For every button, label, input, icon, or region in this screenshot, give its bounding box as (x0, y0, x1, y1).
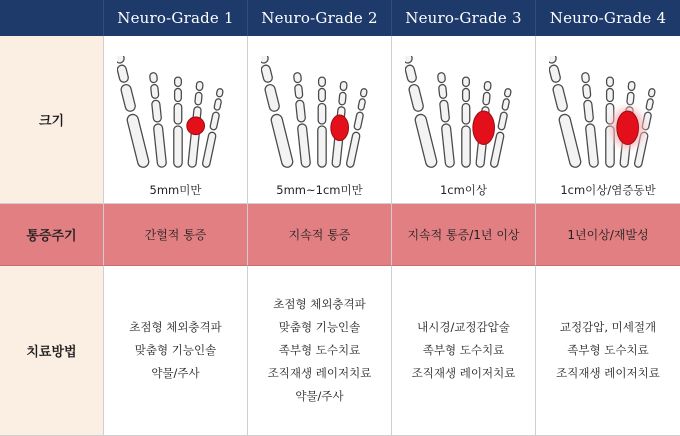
treatment-item: 내시경/교정감압술 (417, 320, 510, 334)
treatment-item: 족부형 도수치료 (278, 343, 361, 357)
lesion-marker (186, 117, 204, 135)
pain-cycle-grade-1: 간헐적 통증 (104, 204, 248, 266)
lesion-marker (617, 111, 639, 144)
pain-cycle-grade-2: 지속적 통증 (248, 204, 392, 266)
foot-bones (117, 56, 223, 168)
treatment-item: 조직재생 레이저치료 (267, 366, 372, 380)
lesion-marker (330, 115, 348, 141)
size-value: 1cm이상/염증동반 (560, 183, 656, 197)
treatment-item: 맞춤형 기능인솔 (278, 320, 361, 334)
row-label-pain-cycle: 통증주기 (0, 204, 104, 266)
treatment-item: 맞춤형 기능인솔 (134, 343, 217, 357)
size-value: 5mm미만 (149, 183, 202, 197)
foot-bones-grade-3-image (405, 56, 523, 172)
header-corner (0, 0, 104, 36)
size-cell-grade-2 (248, 36, 392, 204)
foot-bones-grade-1-image (117, 56, 235, 172)
pain-cycle-grade-4: 1년이상/재발성 (536, 204, 680, 266)
size-cell-grade-4 (536, 36, 680, 204)
size-value: 1cm이상 (439, 183, 488, 197)
treatment-item: 족부형 도수치료 (567, 343, 649, 357)
header-grade-4: Neuro-Grade 4 (536, 0, 680, 36)
header-grade-3: Neuro-Grade 3 (392, 0, 536, 36)
foot-bones (261, 56, 367, 168)
treatment-item: 조직재생 레이저치료 (411, 366, 516, 380)
row-label-size: 크기 (0, 36, 104, 204)
foot-bones-grade-4-image (549, 56, 667, 172)
size-value: 5mm~1cm미만 (276, 183, 363, 197)
treatment-item: 초점형 체외충격파 (273, 297, 366, 311)
treatment-grade-1 (104, 266, 248, 436)
foot-bones (405, 56, 511, 168)
lesion-marker (472, 111, 494, 144)
treatment-item: 초점형 체외충격파 (129, 320, 222, 334)
treatment-item: 조직재생 레이저치료 (556, 366, 660, 380)
row-label-treatment: 치료방법 (0, 266, 104, 436)
treatment-item: 교정감압, 미세절개 (559, 320, 657, 334)
pain-cycle-grade-3: 지속적 통증/1년 이상 (392, 204, 536, 266)
header-grade-2: Neuro-Grade 2 (248, 0, 392, 36)
treatment-item: 약물/주사 (295, 389, 344, 403)
treatment-grade-4 (536, 266, 680, 436)
size-cell-grade-3 (392, 36, 536, 204)
treatment-grade-3 (392, 266, 536, 436)
header-grade-1: Neuro-Grade 1 (104, 0, 248, 36)
treatment-item: 약물/주사 (151, 366, 200, 380)
size-cell-grade-1 (104, 36, 248, 204)
foot-bones-grade-2-image (261, 56, 379, 172)
treatment-item: 족부형 도수치료 (422, 343, 505, 357)
treatment-grade-2 (248, 266, 392, 436)
